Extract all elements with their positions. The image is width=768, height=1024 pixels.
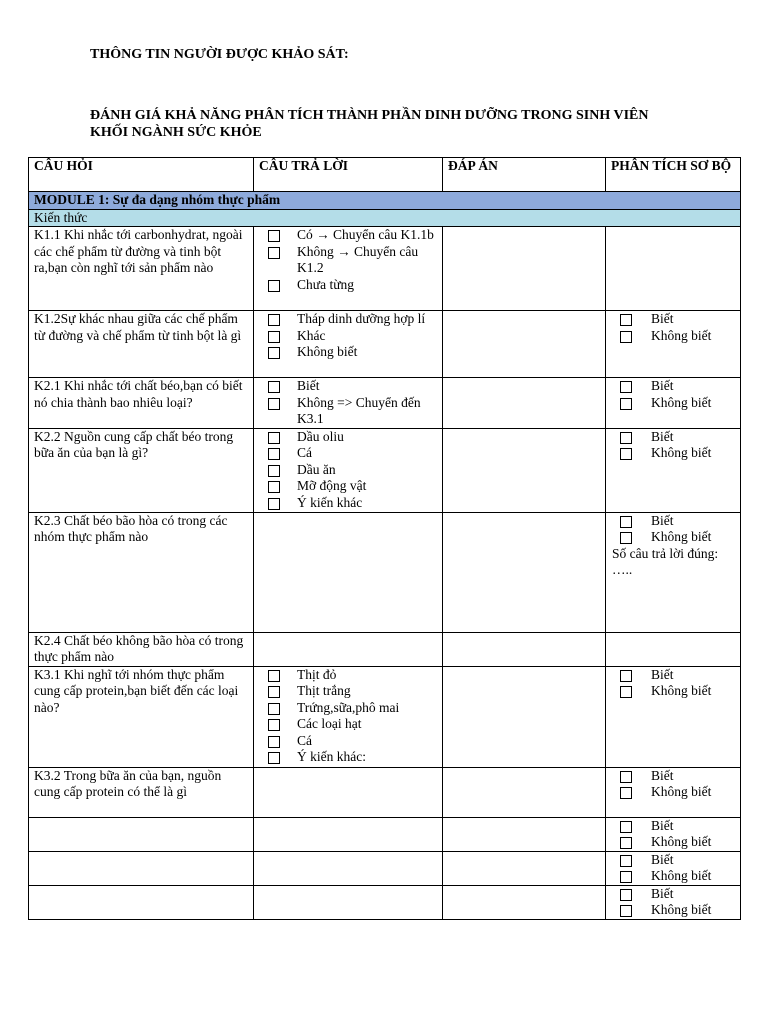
analysis-option xyxy=(606,328,735,345)
question-cell xyxy=(29,851,254,885)
answer-options xyxy=(254,378,437,428)
analysis-option xyxy=(606,311,735,328)
checkbox[interactable] xyxy=(620,871,632,883)
header-analysis: PHÂN TÍCH SƠ BỘ xyxy=(606,158,741,192)
checkbox[interactable] xyxy=(268,432,280,444)
checkbox[interactable] xyxy=(268,314,280,326)
analysis-option xyxy=(606,818,735,835)
analysis-options xyxy=(606,667,735,700)
answer-option-label: Cá xyxy=(297,732,312,748)
answer-option xyxy=(254,478,437,495)
checkbox[interactable] xyxy=(620,821,632,833)
question-cell: K1.2Sự khác nhau giữa các chế phẩm từ đường và chế phẩm từ tinh bột là gì xyxy=(29,311,254,378)
checkbox[interactable] xyxy=(268,381,280,393)
section-label: Kiến thức xyxy=(29,209,741,227)
analysis-cell xyxy=(606,378,741,429)
analysis-options xyxy=(606,429,735,462)
checkbox[interactable] xyxy=(268,230,280,242)
answer-cell xyxy=(254,666,443,767)
analysis-option xyxy=(606,667,735,684)
survey-table xyxy=(28,157,741,920)
table-row xyxy=(29,632,741,666)
answer-option-label: Không => Chuyển đến K3.1 xyxy=(297,394,421,426)
answer-option xyxy=(254,749,437,766)
analysis-option-label: Không biết xyxy=(651,327,712,343)
analysis-cell xyxy=(606,851,741,885)
module-row xyxy=(29,192,741,210)
answer-options xyxy=(254,667,437,766)
section-row xyxy=(29,209,741,227)
answer-option-label: Có → Chuyển câu K1.1b xyxy=(297,227,434,242)
answer-options xyxy=(254,311,437,361)
analysis-option-label: Biết xyxy=(651,512,674,528)
checkbox[interactable] xyxy=(268,347,280,359)
analysis-option xyxy=(606,834,735,851)
table-row xyxy=(29,851,741,885)
answer-option-label: Thịt trắng xyxy=(297,683,351,698)
analysis-option xyxy=(606,529,735,546)
correct-answers-note: Số câu trả lời đúng: ….. xyxy=(612,545,719,577)
answer-option-label: Ý kiến khác xyxy=(297,494,363,510)
answer-option xyxy=(254,244,437,277)
answer-option-label: Cá xyxy=(297,445,312,460)
answer-option xyxy=(254,716,437,733)
checkbox[interactable] xyxy=(620,532,632,544)
analysis-option-label: Biết xyxy=(651,767,674,783)
answer-cell xyxy=(254,817,443,851)
analysis-cell xyxy=(606,311,741,378)
key-cell xyxy=(443,666,606,767)
checkbox[interactable] xyxy=(620,432,632,444)
key-cell xyxy=(443,851,606,885)
answer-option xyxy=(254,462,437,479)
question-cell xyxy=(29,817,254,851)
key-cell xyxy=(443,378,606,429)
analysis-option-label: Biết xyxy=(651,311,674,326)
analysis-cell xyxy=(606,666,741,767)
checkbox[interactable] xyxy=(268,247,280,259)
key-cell xyxy=(443,311,606,378)
checkbox[interactable] xyxy=(620,398,632,410)
checkbox[interactable] xyxy=(620,516,632,528)
analysis-options xyxy=(606,378,735,411)
analysis-option xyxy=(606,886,735,903)
table-row xyxy=(29,428,741,512)
table-row xyxy=(29,311,741,378)
key-cell xyxy=(443,885,606,919)
checkbox[interactable] xyxy=(268,465,280,477)
checkbox[interactable] xyxy=(268,448,280,460)
answer-cell xyxy=(254,767,443,817)
answer-option-label: Thịt đỏ xyxy=(297,666,337,682)
checkbox[interactable] xyxy=(620,448,632,460)
module-label: MODULE 1: Sự đa dạng nhóm thực phẩm xyxy=(29,192,741,210)
answer-option-label: Ý kiến khác: xyxy=(297,749,366,764)
analysis-option xyxy=(606,784,735,801)
analysis-options xyxy=(606,886,735,919)
answer-option xyxy=(254,277,437,294)
answer-option-label: Mỡ động vật xyxy=(297,478,367,493)
answer-option xyxy=(254,311,437,328)
answer-option-label: Tháp dinh dưỡng hợp lí xyxy=(297,311,426,326)
question-cell: K3.2 Trong bữa ăn của bạn, nguồn cung cấp protein có thể là gì xyxy=(29,767,254,817)
analysis-option-label: Biết xyxy=(651,851,674,867)
key-cell xyxy=(443,512,606,632)
analysis-cell xyxy=(606,632,741,666)
document-title: ĐÁNH GIÁ KHẢ NĂNG PHÂN TÍCH THÀNH PHẦN DINH DƯỠNG TRONG SINH VIÊN KHỐI NGÀNH SỨC KHỎE xyxy=(90,108,649,140)
question-cell: K2.1 Khi nhắc tới chất béo,bạn có biết nó chia thành bao nhiêu loại? xyxy=(29,378,254,429)
checkbox[interactable] xyxy=(620,331,632,343)
analysis-cell xyxy=(606,512,741,632)
answer-option xyxy=(254,227,437,244)
answer-option-label: Dầu oliu xyxy=(297,428,344,444)
table-row xyxy=(29,666,741,767)
checkbox[interactable] xyxy=(268,398,280,410)
table-row xyxy=(29,767,741,817)
checkbox[interactable] xyxy=(268,752,280,764)
analysis-options xyxy=(606,768,735,801)
answer-options xyxy=(254,429,437,512)
answer-option-label: Không → Chuyển câu K1.2 xyxy=(297,243,419,275)
answer-option xyxy=(254,495,437,512)
answer-option xyxy=(254,344,437,361)
analysis-option-label: Biết xyxy=(651,666,674,682)
analysis-cell xyxy=(606,885,741,919)
question-cell: K2.4 Chất béo không bão hòa có trong thực phẩm nào xyxy=(29,632,254,666)
answer-cell xyxy=(254,378,443,429)
checkbox[interactable] xyxy=(268,736,280,748)
analysis-option-label: Không biết xyxy=(651,683,712,698)
analysis-option-label: Không biết xyxy=(651,902,712,917)
analysis-cell xyxy=(606,767,741,817)
checkbox[interactable] xyxy=(620,314,632,326)
analysis-option-label: Biết xyxy=(651,817,674,833)
checkbox[interactable] xyxy=(620,855,632,867)
answer-cell xyxy=(254,885,443,919)
answer-cell xyxy=(254,311,443,378)
checkbox[interactable] xyxy=(620,686,632,698)
table-row xyxy=(29,227,741,311)
table-row xyxy=(29,378,741,429)
analysis-option-label: Không biết xyxy=(651,529,712,544)
checkbox[interactable] xyxy=(268,719,280,731)
answer-option xyxy=(254,328,437,345)
analysis-option xyxy=(606,683,735,700)
answer-options xyxy=(254,227,437,293)
checkbox[interactable] xyxy=(268,498,280,510)
analysis-option xyxy=(606,902,735,919)
answer-option xyxy=(254,429,437,446)
answer-option-label: Các loại hạt xyxy=(297,716,362,731)
header-key: ĐÁP ÁN xyxy=(443,158,606,192)
survey-info-heading: THÔNG TIN NGƯỜI ĐƯỢC KHẢO SÁT: xyxy=(90,47,349,62)
checkbox[interactable] xyxy=(620,381,632,393)
key-cell xyxy=(443,632,606,666)
analysis-options xyxy=(606,513,735,546)
answer-option xyxy=(254,667,437,684)
answer-option xyxy=(254,445,437,462)
analysis-option xyxy=(606,395,735,412)
key-cell xyxy=(443,227,606,311)
analysis-option xyxy=(606,429,735,446)
answer-option xyxy=(254,395,437,428)
analysis-options xyxy=(606,311,735,344)
key-cell xyxy=(443,767,606,817)
answer-cell xyxy=(254,227,443,311)
answer-option-label: Không biết xyxy=(297,344,358,359)
checkbox[interactable] xyxy=(268,686,280,698)
answer-cell xyxy=(254,512,443,632)
key-cell xyxy=(443,428,606,512)
analysis-options xyxy=(606,852,735,885)
analysis-option-label: Không biết xyxy=(651,868,712,883)
answer-option xyxy=(254,683,437,700)
analysis-cell xyxy=(606,227,741,311)
analysis-option xyxy=(606,852,735,869)
checkbox[interactable] xyxy=(620,905,632,917)
checkbox[interactable] xyxy=(620,837,632,849)
analysis-option-label: Không biết xyxy=(651,445,712,460)
question-cell xyxy=(29,885,254,919)
answer-option-label: Dầu ăn xyxy=(297,461,336,477)
checkbox[interactable] xyxy=(268,670,280,682)
checkbox[interactable] xyxy=(268,481,280,493)
analysis-cell xyxy=(606,817,741,851)
checkbox[interactable] xyxy=(620,771,632,783)
checkbox[interactable] xyxy=(620,670,632,682)
analysis-option-label: Biết xyxy=(651,885,674,901)
analysis-option-label: Biết xyxy=(651,428,674,444)
analysis-option-label: Không biết xyxy=(651,834,712,849)
question-cell: K3.1 Khi nghĩ tới nhóm thực phẩm cung cấp protein,bạn biết đến các loại nào? xyxy=(29,666,254,767)
answer-option-label: Khác xyxy=(297,327,326,343)
analysis-option-label: Biết xyxy=(651,378,674,393)
header-question: CÂU HỎI xyxy=(29,158,254,192)
checkbox[interactable] xyxy=(268,331,280,343)
analysis-option xyxy=(606,513,735,530)
question-cell: K2.3 Chất béo bão hòa có trong các nhóm thực phẩm nào xyxy=(29,512,254,632)
question-cell: K2.2 Nguồn cung cấp chất béo trong bữa ăn của bạn là gì? xyxy=(29,428,254,512)
table-header-row xyxy=(29,158,741,192)
answer-option xyxy=(254,733,437,750)
analysis-option xyxy=(606,378,735,395)
table-row xyxy=(29,512,741,632)
table-row xyxy=(29,885,741,919)
answer-cell xyxy=(254,851,443,885)
answer-option xyxy=(254,700,437,717)
analysis-cell xyxy=(606,428,741,512)
checkbox[interactable] xyxy=(268,703,280,715)
answer-cell xyxy=(254,632,443,666)
answer-option-label: Trứng,sữa,phô mai xyxy=(297,699,400,715)
analysis-options xyxy=(606,818,735,851)
answer-option-label: Biết xyxy=(297,378,320,393)
header-answer: CÂU TRẢ LỜI xyxy=(254,158,443,192)
answer-option xyxy=(254,378,437,395)
answer-option-label: Chưa từng xyxy=(297,276,355,292)
checkbox[interactable] xyxy=(620,889,632,901)
checkbox[interactable] xyxy=(620,787,632,799)
analysis-option xyxy=(606,868,735,885)
answer-cell xyxy=(254,428,443,512)
key-cell xyxy=(443,817,606,851)
question-cell: K1.1 Khi nhắc tới carbonhydrat, ngoài các chế phẩm từ đường và tinh bột ra,bạn còn nghĩ tới sản phẩm nào xyxy=(29,227,254,311)
analysis-option-label: Không biết xyxy=(651,394,712,410)
analysis-option xyxy=(606,445,735,462)
checkbox[interactable] xyxy=(268,280,280,292)
analysis-option-label: Không biết xyxy=(651,784,712,799)
analysis-option xyxy=(606,768,735,785)
table-row xyxy=(29,817,741,851)
